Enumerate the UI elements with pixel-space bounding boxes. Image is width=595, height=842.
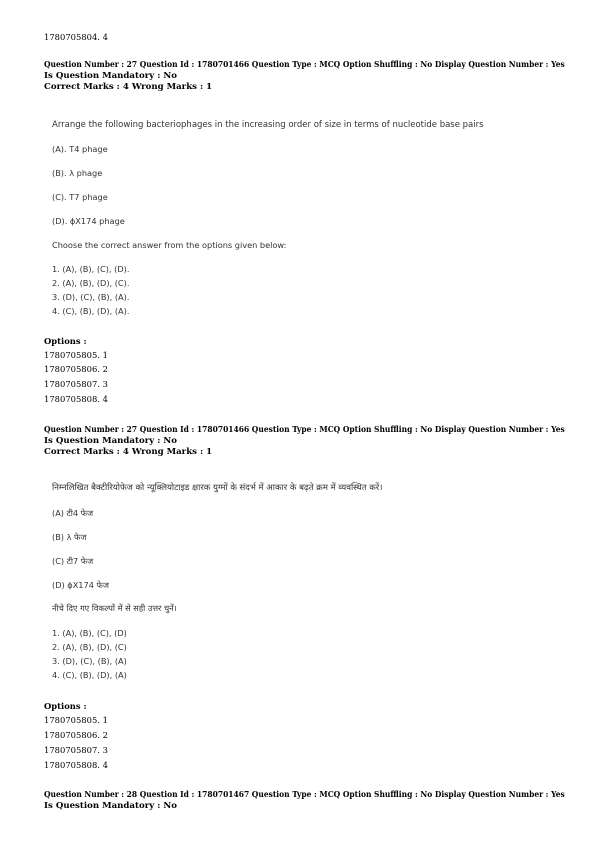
- question-instruction: नीचे दिए गए विकल्पों में से सही उत्तर चुनें।: [52, 603, 177, 613]
- question-item: (A). T4 phage: [52, 144, 108, 154]
- question-meta-line: Question Number : 27 Question Id : 1780701466 Question Type : MCQ Option Shuffling : No Display Question Number : Yes: [44, 425, 565, 435]
- question-item: (B) λ फेज: [52, 532, 87, 542]
- answer-choice: 1. (A), (B), (C), (D): [52, 628, 127, 638]
- option-code: 1780705804. 4: [44, 32, 108, 42]
- question-item: (A) टी4 फेज: [52, 508, 94, 518]
- options-label: Options :: [44, 336, 87, 346]
- answer-choice: 2. (A), (B), (D), (C).: [52, 278, 130, 288]
- answer-choice: 1. (A), (B), (C), (D).: [52, 264, 130, 274]
- question-item: (B). λ phage: [52, 168, 103, 178]
- question-marks: Correct Marks : 4 Wrong Marks : 1: [44, 82, 213, 92]
- option-code: 1780705805. 1: [44, 350, 108, 360]
- option-code: 1780705806. 2: [44, 364, 108, 374]
- question-item: (D) ϕX174 फेज: [52, 580, 109, 590]
- question-mandatory: Is Question Mandatory : No: [44, 71, 177, 81]
- option-code: 1780705807. 3: [44, 379, 108, 389]
- question-item: (D). ϕX174 phage: [52, 216, 125, 226]
- answer-choice: 3. (D), (C), (B), (A).: [52, 292, 130, 302]
- question-text: निम्नलिखित बैक्टीरियोफेज को न्यूक्लियोटाइड क्षारक युग्मों के संदर्भ में आकार के बढ़ते क्रम में व्यवस्थित करें।: [52, 483, 383, 493]
- question-mandatory: Is Question Mandatory : No: [44, 436, 177, 446]
- question-item: (C). T7 phage: [52, 192, 108, 202]
- question-instruction: Choose the correct answer from the options given below:: [52, 240, 287, 250]
- option-code: 1780705807. 3: [44, 745, 108, 755]
- option-code: 1780705808. 4: [44, 760, 108, 770]
- question-meta-line: Question Number : 28 Question Id : 1780701467 Question Type : MCQ Option Shuffling : No Display Question Number : Yes: [44, 790, 565, 800]
- answer-choice: 3. (D), (C), (B), (A): [52, 656, 127, 666]
- options-label: Options :: [44, 701, 87, 711]
- question-item: (C) टी7 फेज: [52, 556, 94, 566]
- question-mandatory: Is Question Mandatory : No: [44, 801, 177, 811]
- option-code: 1780705806. 2: [44, 730, 108, 740]
- question-meta-line: Question Number : 27 Question Id : 1780701466 Question Type : MCQ Option Shuffling : No Display Question Number : Yes: [44, 60, 565, 70]
- answer-choice: 2. (A), (B), (D), (C): [52, 642, 127, 652]
- option-code: 1780705805. 1: [44, 715, 108, 725]
- question-marks: Correct Marks : 4 Wrong Marks : 1: [44, 447, 213, 457]
- option-code: 1780705808. 4: [44, 394, 108, 404]
- answer-choice: 4. (C), (B), (D), (A).: [52, 306, 130, 316]
- question-text: Arrange the following bacteriophages in the increasing order of size in terms of nucleotide base pairs: [52, 120, 484, 130]
- answer-choice: 4. (C), (B), (D), (A): [52, 670, 127, 680]
